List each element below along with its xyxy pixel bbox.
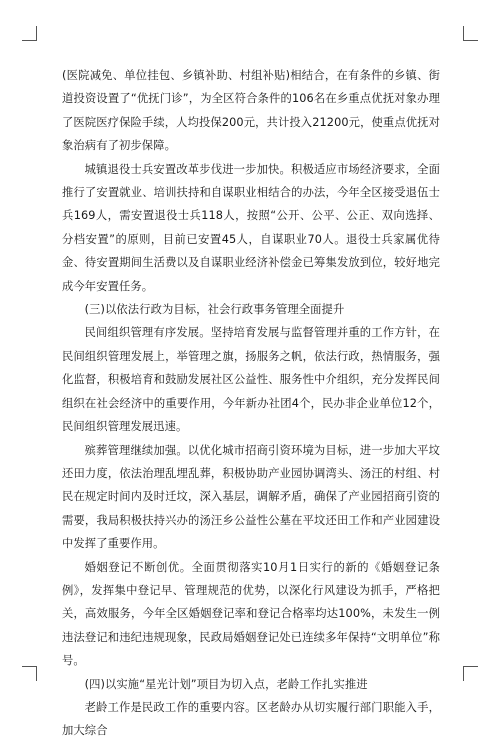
section-heading-administration: (三)以依法行政为目标，社会行政事务管理全面提升 xyxy=(84,303,345,317)
paragraph-veteran-placement: 城镇退役士兵安置改革步伐进一步加快。积极适应市场经济要求，全面推行了安置就业、培训扶持和自谋职业相结合的办法，今年全区接受退伍士兵169人，需安置退役士兵118人，按照“公开、公平、公正、双向选择、分档安置”的原则，目前已安置45人，自谋职业70人。退役士兵家属优待金、待安置期间生活费以及自谋职业经济补偿金已筹集发放到位，较好地完成今年安置任务。 xyxy=(62,162,440,293)
section-heading-elderly-work: (四)以实施“星光计划”项目为切入点，老龄工作扎实推进 xyxy=(84,677,368,691)
document-page xyxy=(62,64,440,738)
paragraph-funeral-management: 殡葬管理继续加强。以优化城市招商引资环境为目标，进一步加大平坟还田力度，依法治理乱埋乱葬，积极协助产业园协调湾头、汤汪的村组、村民在规定时间内及时迁坟，深入基层，调解矛盾，确保了产业园招商引资的需要，我局积极扶持兴办的汤汪乡公益性公墓在平坟还田工作和产业园建设中发挥了重要作用。 xyxy=(62,443,440,551)
paragraph-elderly-work: 老龄工作是民政工作的重要内容。区老龄办从切实履行部门职能入手，加大综合 xyxy=(62,700,440,738)
crop-mark-bottom-right xyxy=(463,666,478,681)
crop-mark-top-right xyxy=(463,26,478,41)
paragraph-medical-insurance: (医院减免、单位挂包、乡镇补助、村组补贴)相结合，在有条件的乡镇、街道投资设置了“优抚门诊”，为全区符合条件的106名在乡重点优抚对象办理了医院医疗保险手续，人均投保200元，共计投入21200元，使重点优抚对象治病有了初步保障。 xyxy=(62,69,440,153)
crop-mark-top-left xyxy=(22,26,37,41)
paragraph-civil-organizations: 民间组织管理有序发展。坚持培育发展与监督管理并重的工作方针，在民间组织管理发展上，举管理之旗，扬服务之帆，依法行政，热情服务，强化监督，积极培育和鼓励发展社区公益性、服务性中介组织，充分发挥民间组织在社会经济中的重要作用，今年新办社团4个，民办非企业单位12个，民间组织管理发展迅速。 xyxy=(62,326,440,434)
paragraph-marriage-registration: 婚姻登记不断创优。全面贯彻落实10月1日实行的新的《婚姻登记条例》，发挥集中登记早、管理规范的优势，以深化行风建设为抓手，严格把关，高效服务，今年全区婚姻登记率和登记合格率均达100%，未发生一例违法登记和违纪违规现象，民政局婚姻登记处已连续多年保持“文明单位”称号。 xyxy=(62,560,440,668)
crop-mark-bottom-left xyxy=(22,666,37,681)
